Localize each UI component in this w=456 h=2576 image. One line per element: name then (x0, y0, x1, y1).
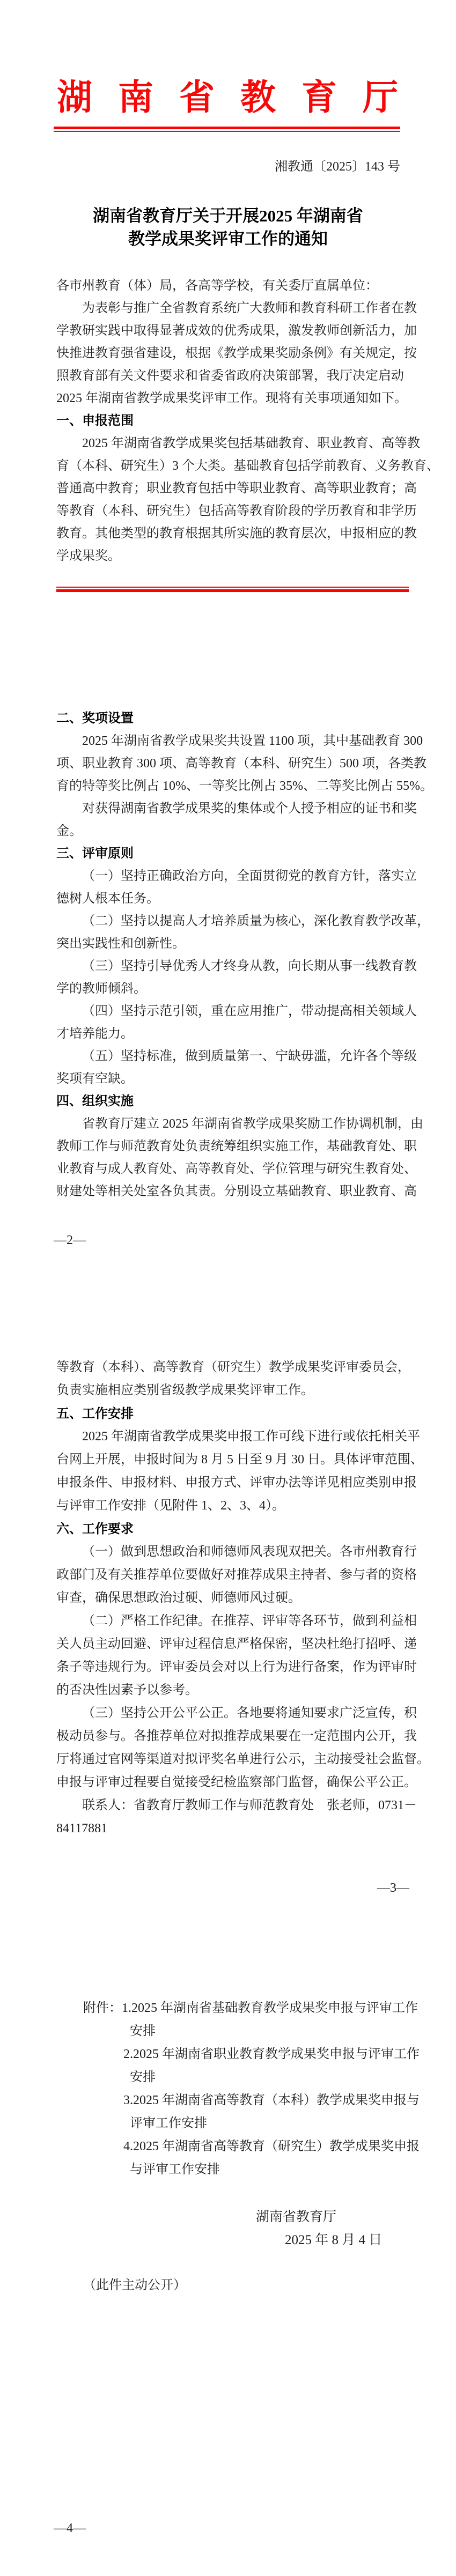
body-line: （三）坚持引导优秀人才终身从教，向长期从事一线教育教 (82, 959, 417, 973)
org-title-char: 厅 (363, 78, 398, 117)
body-line: 政部门及有关推荐单位要做好对推荐成果主持者、参与者的资格 (56, 1568, 417, 1582)
body-line: 3.2025 年湖南省高等教育（本科）教学成果奖申报与 (123, 2093, 420, 2107)
document-title-line1: 湖南省教育厅关于开展2025 年湖南省 (93, 206, 363, 225)
publicity-note: （此件主动公开） (83, 2278, 186, 2292)
page-3-body (56, 1356, 430, 1840)
body-line: 负责实施相应类别省级教学成果奖评审工作。 (56, 1383, 314, 1397)
section-heading: 三、评审原则 (56, 846, 134, 861)
document-number: 湘教通〔2025〕143 号 (275, 160, 400, 174)
body-line: 与评审工作安排（见附件 1、2、3、4）。 (56, 1499, 285, 1513)
issuing-authority-signature: 湖南省教育厅 (256, 2210, 337, 2224)
body-line: 2025 年湖南省教学成果奖包括基础教育、职业教育、高等教 (82, 436, 420, 450)
body-line: 联系人：省教育厅教师工作与师范教育处 张老师，0731－ (82, 1798, 417, 1812)
body-line: 台网上开展，申报时间为 8 月 5 日至 9 月 30 日。具体评审范围、 (56, 1453, 423, 1467)
page-2-body (56, 707, 433, 1203)
body-line: 极动员参与。各推荐单位对拟推荐成果要在一定范围内公开，我 (56, 1729, 417, 1743)
issue-date: 2025 年 8 月 4 日 (285, 2233, 383, 2247)
body-line: 才培养能力。 (56, 1027, 134, 1041)
body-line: 普通高中教育；职业教育包括中等职业教育、高等职业教育；高 (56, 482, 417, 495)
body-line: （四）坚持示范引领，重在应用推广，带动提高相关领域人 (82, 1004, 417, 1018)
body-line: 省教育厅建立 2025 年湖南省教学成果奖励工作协调机制，由 (82, 1117, 423, 1131)
document-title-line2: 教学成果奖评审工作的通知 (128, 230, 328, 248)
body-line: （一）做到思想政治和师德师风表现双把关。各市州教育行 (82, 1545, 417, 1559)
body-line: 关人员主动回避、评审过程信息严格保密，坚决杜绝打招呼、递 (56, 1637, 417, 1651)
body-line: 教育。其他类型的教育根据其所实施的教育层次，申报相应的教 (56, 527, 417, 541)
body-line: 2.2025 年湖南省职业教育教学成果奖申报与评审工作 (123, 2047, 420, 2061)
org-title-char: 湖 (57, 78, 92, 117)
body-line: 学的教师倾斜。 (56, 982, 146, 996)
body-line: 金。 (56, 824, 82, 838)
section-heading: 一、申报范围 (56, 413, 134, 428)
body-line: 84117881 (56, 1822, 108, 1835)
page-number-3: —3— (377, 1881, 409, 1895)
body-line: 突出实践性和创新性。 (56, 937, 185, 951)
body-line: 2025 年湖南省教学成果奖申报工作可线下进行或依托相关平 (82, 1430, 420, 1444)
org-title-char: 教 (240, 78, 276, 117)
page1-footer-red-rule-thin (56, 587, 409, 588)
body-line: 附件：1.2025 年湖南省基础教育教学成果奖申报与评审工作 (83, 2001, 418, 2015)
body-line: 各市州教育（体）局，各高等学校，有关委厅直属单位： (56, 279, 378, 293)
org-title-char: 南 (118, 78, 153, 117)
letterhead-org-title (57, 74, 398, 122)
body-line: （三）坚持公开公平公正。各地要将通知要求广泛宣传，积 (82, 1706, 417, 1720)
page1-footer-red-rule-thick (56, 589, 409, 592)
body-line: 安排 (130, 2070, 156, 2084)
body-line: 快推进教育强省建设，根据《教学成果奖励条例》有关规定，按 (56, 346, 417, 360)
body-line: 业教育与成人教育处、高等教育处、学位管理与研究生教育处、 (56, 1162, 417, 1176)
body-line: 安排 (130, 2024, 156, 2038)
body-line: （二）坚持以提高人才培养质量为核心，深化教育教学改革， (82, 914, 430, 928)
body-line: 教师工作与师范教育处负责统筹组织实施工作，基础教育处、职 (56, 1139, 417, 1153)
body-line: 照教育部有关文件要求和省委省政府决策部署，我厅决定启动 (56, 369, 404, 383)
body-line: 为表彰与推广全省教育系统广大教师和教育科研工作者在教 (82, 301, 417, 315)
section-heading: 二、奖项设置 (56, 711, 134, 726)
body-line: 等教育（本科、研究生）包括高等教育阶段的学历教育和非学历 (56, 504, 417, 518)
section-heading: 六、工作要求 (56, 1522, 134, 1536)
body-line: 审查，确保思想政治过硬、师德师风过硬。 (56, 1591, 301, 1605)
section-heading: 五、工作安排 (56, 1407, 134, 1421)
body-line: 申报条件、申报材料、申报方式、评审办法等详见相应类别申报 (56, 1476, 417, 1490)
body-line: 德树人根本任务。 (56, 892, 159, 906)
page-number-2: —2— (54, 1233, 86, 1247)
body-line: （一）坚持正确政治方向，全面贯彻党的教育方针，落实立 (82, 869, 417, 883)
body-line: 等教育（本科）、高等教育（研究生）教学成果奖评审委员会， (56, 1360, 410, 1374)
org-title-char: 省 (179, 78, 215, 117)
body-line: 学教研实践中取得显著成效的优秀成果，激发教师创新活力，加 (56, 324, 417, 338)
body-line: 4.2025 年湖南省高等教育（研究生）教学成果奖申报 (123, 2140, 420, 2153)
page-1-body (56, 275, 439, 567)
body-line: 厅将通过官网等渠道对拟评奖名单进行公示，主动接受社会监督。 (56, 1752, 430, 1766)
body-line: 的否决性因素予以参考。 (56, 1683, 198, 1697)
body-line: 奖项有空缺。 (56, 1072, 134, 1086)
body-line: 育的特等奖比例占 10%、一等奖比例占 35%、二等奖比例占 55%。 (56, 779, 433, 793)
body-line: 学成果奖。 (56, 549, 121, 563)
body-line: （五）坚持标准，做到质量第一、宁缺毋滥，允许各个等级 (82, 1049, 417, 1063)
section-heading: 四、组织实施 (56, 1094, 134, 1108)
body-line: 与评审工作安排 (130, 2163, 220, 2177)
page-number-4: —4— (54, 2521, 86, 2535)
letterhead-red-rule-thin (54, 131, 400, 132)
body-line: 财建处等相关处室各负其责。分别设立基础教育、职业教育、高 (56, 1185, 417, 1198)
body-line: 对获得湖南省教学成果奖的集体或个人授予相应的证书和奖 (82, 802, 417, 816)
body-line: 申报与评审过程要自觉接受纪检监察部门监督，确保公平公正。 (56, 1775, 417, 1789)
body-line: 育（本科、研究生）3 个大类。基础教育包括学前教育、义务教育、 (56, 459, 439, 473)
body-line: 评审工作安排 (130, 2116, 207, 2130)
body-line: （二）严格工作纪律。在推荐、评审等各环节，做到利益相 (82, 1614, 417, 1628)
letterhead-red-rule-thick (54, 127, 400, 129)
body-line: 项、职业教育 300 项、高等教育（本科、研究生）500 项，各类教 (56, 757, 426, 771)
body-line: 条子等违规行为。评审委员会对以上行为进行备案，作为评审时 (56, 1660, 417, 1674)
page-4-attachments (56, 1997, 420, 2181)
body-line: 2025 年湖南省教学成果奖共设置 1100 项，其中基础教育 300 (82, 734, 423, 748)
org-title-char: 育 (301, 78, 337, 117)
body-line: 2025 年湖南省教学成果奖评审工作。现将有关事项通知如下。 (56, 391, 407, 405)
